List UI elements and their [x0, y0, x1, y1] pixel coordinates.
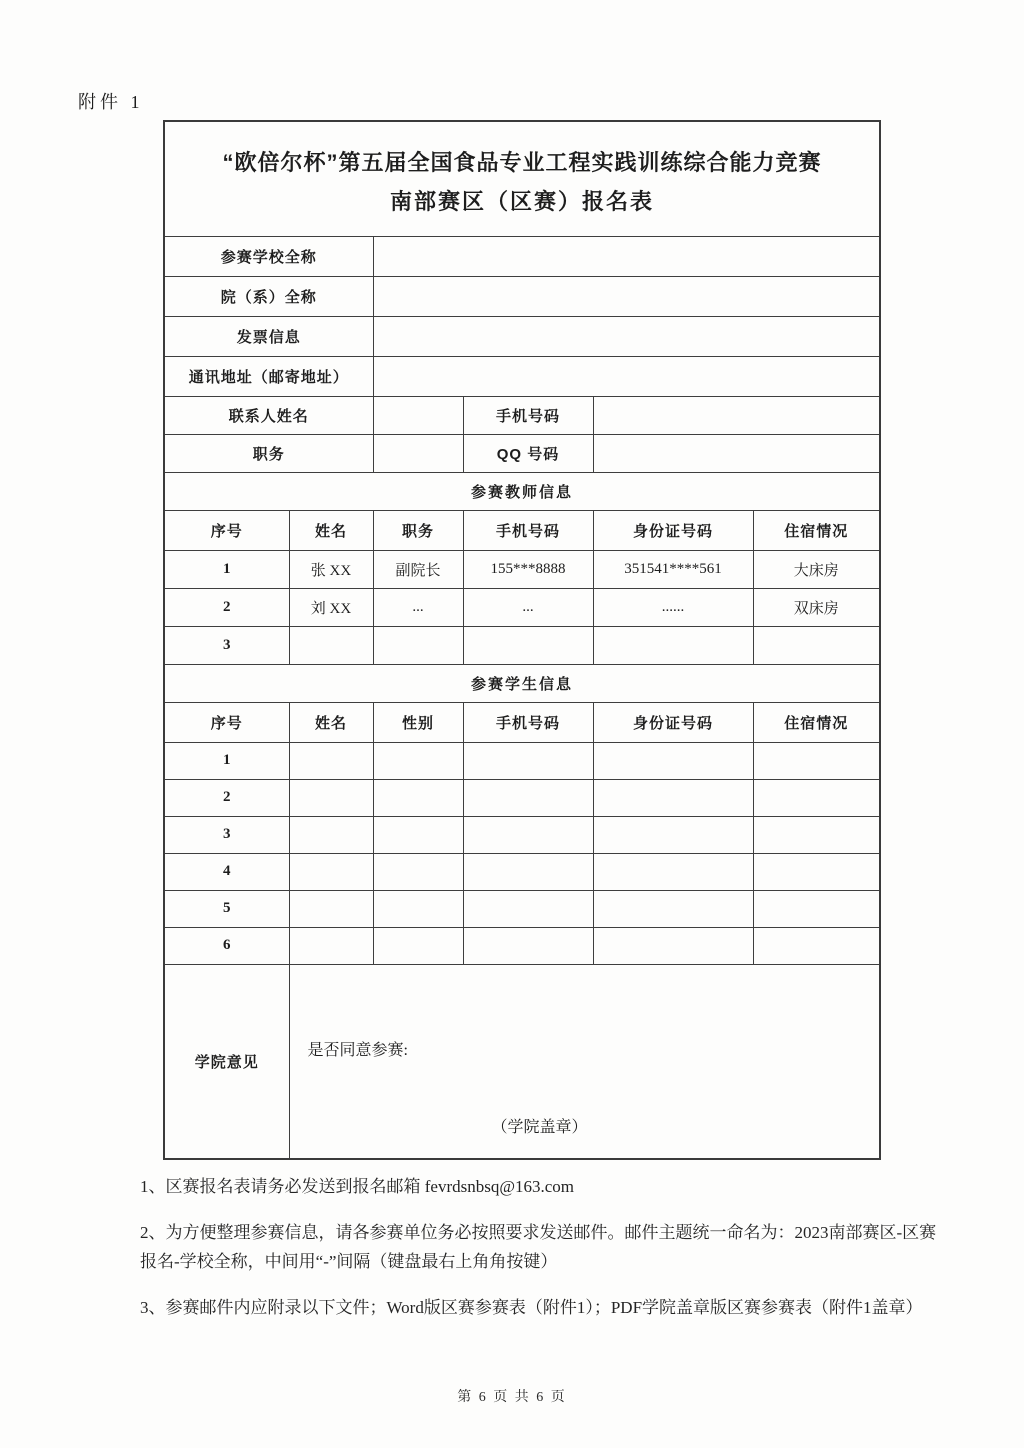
student-cell: 5	[164, 890, 289, 927]
attachment-label: 附件 1	[78, 92, 144, 112]
student-cell	[753, 853, 880, 890]
student-cell: 3	[164, 816, 289, 853]
student-cell: 4	[164, 853, 289, 890]
student-header-mobile: 手机号码	[463, 702, 593, 742]
student-cell: 6	[164, 927, 289, 964]
student-cell	[373, 853, 463, 890]
field-value-qq	[593, 434, 880, 472]
field-value-invoice	[373, 316, 880, 356]
teacher-row	[164, 588, 880, 626]
opinion-content	[289, 964, 880, 1159]
student-header-lodging: 住宿情况	[753, 702, 880, 742]
teacher-cell	[289, 626, 373, 664]
student-row	[164, 742, 880, 779]
teacher-cell	[373, 626, 463, 664]
student-cell	[463, 816, 593, 853]
field-value-school	[373, 236, 880, 276]
form-title-line1: “欧倍尔杯”第五届全国食品专业工程实践训练综合能力竞赛	[222, 149, 822, 175]
student-header-gender: 性别	[373, 702, 463, 742]
teacher-cell	[593, 626, 753, 664]
student-row	[164, 927, 880, 964]
page-number: 第 6 页 共 6 页	[457, 1390, 567, 1405]
student-header-id: 身份证号码	[593, 702, 753, 742]
student-cell: 2	[164, 779, 289, 816]
teacher-row	[164, 550, 880, 588]
teacher-cell: ......	[593, 588, 753, 626]
teacher-header-title: 职务	[373, 510, 463, 550]
teacher-header-mobile: 手机号码	[463, 510, 593, 550]
student-cell	[753, 816, 880, 853]
student-cell	[463, 927, 593, 964]
teacher-cell: 副院长	[373, 550, 463, 588]
student-cell	[593, 927, 753, 964]
student-row	[164, 816, 880, 853]
form-title	[164, 121, 880, 236]
field-value-contact-name	[373, 396, 463, 434]
teacher-header-name: 姓名	[289, 510, 373, 550]
teacher-cell: 大床房	[753, 550, 880, 588]
teacher-cell: 155***8888	[463, 550, 593, 588]
field-value-address	[373, 356, 880, 396]
field-value-position	[373, 434, 463, 472]
teacher-section-title: 参赛教师信息	[164, 472, 880, 510]
teacher-cell: 刘 XX	[289, 588, 373, 626]
note-1: 1、区赛报名表请务必发送到报名邮箱 fevrdsnbsq@163.com	[140, 1177, 575, 1196]
teacher-cell: 351541****561	[593, 550, 753, 588]
student-cell	[289, 927, 373, 964]
student-cell	[753, 890, 880, 927]
field-label-position: 职务	[164, 434, 373, 472]
student-cell	[593, 742, 753, 779]
opinion-label: 学院意见	[164, 964, 289, 1159]
student-cell	[289, 779, 373, 816]
student-cell	[373, 890, 463, 927]
student-cell	[463, 742, 593, 779]
student-cell	[373, 927, 463, 964]
field-label-contact-name: 联系人姓名	[164, 396, 373, 434]
student-cell	[289, 742, 373, 779]
student-cell	[289, 816, 373, 853]
teacher-cell	[753, 626, 880, 664]
field-label-department: 院（系）全称	[164, 276, 373, 316]
form-title-line2: 南部赛区（区赛）报名表	[390, 188, 655, 214]
student-cell	[463, 853, 593, 890]
student-cell	[593, 890, 753, 927]
field-label-invoice: 发票信息	[164, 316, 373, 356]
teacher-cell: ...	[373, 588, 463, 626]
student-row	[164, 779, 880, 816]
teacher-header-index: 序号	[164, 510, 289, 550]
field-value-mobile	[593, 396, 880, 434]
teacher-cell	[463, 626, 593, 664]
student-cell: 1	[164, 742, 289, 779]
student-cell	[463, 779, 593, 816]
opinion-consent-line: 是否同意参赛:	[307, 1042, 408, 1060]
teacher-row	[164, 626, 880, 664]
teacher-header-id: 身份证号码	[593, 510, 753, 550]
teacher-header-lodging: 住宿情况	[753, 510, 880, 550]
student-cell	[753, 779, 880, 816]
teacher-cell: 2	[164, 588, 289, 626]
student-cell	[373, 779, 463, 816]
note-2: 2、为方便整理参赛信息，请各参赛单位务必按照要求发送邮件。邮件主题统一命名为：2023南部赛区-区赛报名-学校全称，中间用“-”间隔（键盘最右上角角按键）	[140, 1223, 937, 1271]
student-cell	[373, 742, 463, 779]
teacher-cell: 双床房	[753, 588, 880, 626]
student-cell	[593, 779, 753, 816]
student-section-title: 参赛学生信息	[164, 664, 880, 702]
student-cell	[593, 816, 753, 853]
student-cell	[753, 742, 880, 779]
field-label-address: 通讯地址（邮寄地址）	[164, 356, 373, 396]
student-header-name: 姓名	[289, 702, 373, 742]
field-value-department	[373, 276, 880, 316]
student-cell	[593, 853, 753, 890]
field-label-mobile: 手机号码	[463, 396, 593, 434]
student-row	[164, 853, 880, 890]
teacher-cell: ...	[463, 588, 593, 626]
opinion-stamp-line: （学院盖章）	[491, 1119, 588, 1137]
student-cell	[289, 853, 373, 890]
field-label-qq: QQ 号码	[463, 434, 593, 472]
field-label-school: 参赛学校全称	[164, 236, 373, 276]
student-cell	[753, 927, 880, 964]
student-cell	[289, 890, 373, 927]
registration-form-table	[163, 120, 881, 1160]
student-header-index: 序号	[164, 702, 289, 742]
footer-notes	[140, 1172, 940, 1339]
note-3: 3、参赛邮件内应附录以下文件；Word版区赛参赛表（附件1）；PDF学院盖章版区赛参赛表（附件1盖章）	[140, 1298, 923, 1317]
teacher-cell: 张 XX	[289, 550, 373, 588]
student-cell	[373, 816, 463, 853]
teacher-cell: 1	[164, 550, 289, 588]
teacher-cell: 3	[164, 626, 289, 664]
student-row	[164, 890, 880, 927]
student-cell	[463, 890, 593, 927]
